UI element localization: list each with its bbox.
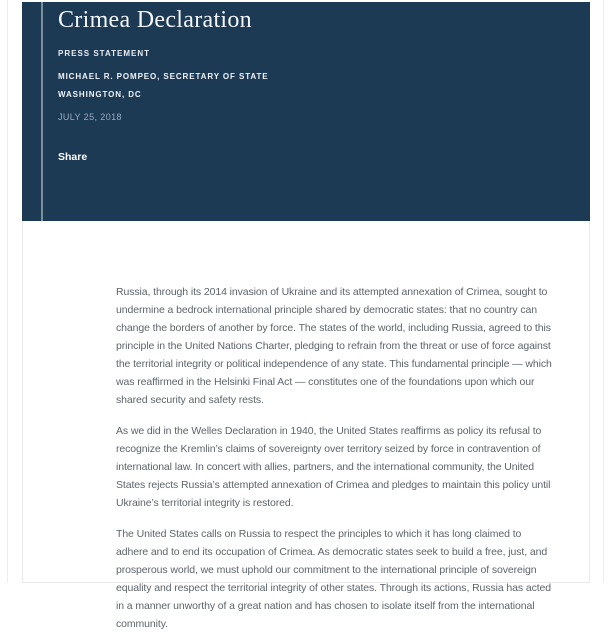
share-button[interactable]: Share <box>58 151 88 163</box>
header-accent-line <box>41 2 43 221</box>
page-title: Crimea Declaration <box>58 7 252 33</box>
article-card <box>22 2 590 630</box>
author-byline: MICHAEL R. POMPEO, SECRETARY OF STATE <box>58 72 269 81</box>
page-container <box>7 0 604 630</box>
article-paragraph: Russia, through its 2014 invasion of Ukraine and its attempted annexation of Crimea, sought to undermine a bedrock international principle shared by democratic states: that no country can change the borders of another by force. The states of the world, including Russia, agreed to this principle in the United Nations Charter, pledging to refrain from the threat or use of force against the territorial integrity or political independence of any state. This fundamental principle — which was reaffirmed in the Helsinki Final Act — constitutes one of the foundations upon which our shared security and safety rests. <box>116 286 552 406</box>
article-paragraph: As we did in the Welles Declaration in 1940, the United States reaffirms as policy its refusal to recognize the Kremlin’s claims of sovereignty over territory seized by force in contravention of international law. In concert with allies, partners, and the international community, the United States rejects Russia’s attempted annexation of Crimea and pledges to maintain this policy until Ukraine’s territorial integrity is restored. <box>116 425 551 509</box>
article-paragraph: The United States calls on Russia to respect the principles to which it has long claimed to adhere and to end its occupation of Crimea. As democratic states seek to build a free, just, and prosperous world, we must uphold our commitment to the international principle of sovereign equality and respect the territorial integrity of other states. Through its actions, Russia has acted in a manner unworthy of a great nation and has chosen to isolate itself from the international community. <box>116 528 552 630</box>
article-header <box>22 2 590 221</box>
article-body <box>23 221 589 633</box>
press-statement-label: PRESS STATEMENT <box>58 49 151 58</box>
location-label: WASHINGTON, DC <box>58 90 142 99</box>
publication-date: JULY 25, 2018 <box>58 112 122 122</box>
